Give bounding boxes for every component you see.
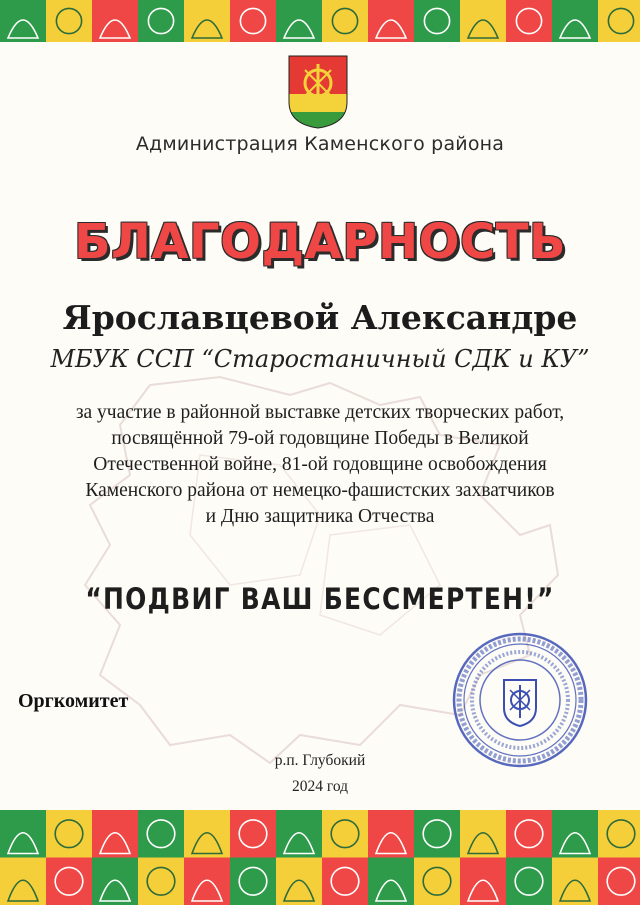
border-tile xyxy=(414,0,460,42)
border-tile xyxy=(46,858,92,905)
reason-line: Отечественной войне, 81-ой годовщине освобождения xyxy=(93,454,547,475)
border-tile xyxy=(138,858,184,905)
reason-line: Каменского района от немецко-фашистских захватчиков xyxy=(85,480,555,501)
border-tile xyxy=(460,0,506,42)
border-tile xyxy=(322,0,368,42)
border-tile xyxy=(46,810,92,858)
border-tile xyxy=(276,0,322,42)
slogan: “ПОДВИГ ВАШ БЕССМЕРТЕН!” xyxy=(85,582,555,616)
border-tile xyxy=(46,0,92,42)
border-tile xyxy=(552,810,598,858)
reason-line: и Дню защитника Отчества xyxy=(205,506,435,527)
stamp-icon xyxy=(450,630,590,770)
year: 2024 год xyxy=(291,778,349,795)
recipient-organization: МБУК ССП “Староcтаничный СДК и КУ” xyxy=(50,345,590,373)
border-tile xyxy=(552,0,598,42)
border-tile xyxy=(230,858,276,905)
border-tile xyxy=(368,0,414,42)
border-tile xyxy=(506,810,552,858)
reason-line: за участие в районной выставке детских творческих работ, xyxy=(75,402,565,423)
border-tile xyxy=(322,858,368,905)
border-tile xyxy=(598,810,640,858)
border-tile xyxy=(276,858,322,905)
reason-line: посвящённой 79-ой годовщине Победы в Великой xyxy=(111,428,529,449)
border-tile xyxy=(414,810,460,858)
border-tile xyxy=(368,810,414,858)
border-tile xyxy=(92,858,138,905)
border-tile xyxy=(92,810,138,858)
border-tile xyxy=(184,0,230,42)
border-tile xyxy=(138,810,184,858)
certificate-title: БЛАГОДАРНОСТЬ xyxy=(73,214,567,270)
border-tile xyxy=(184,858,230,905)
border-tile xyxy=(460,858,506,905)
border-tile xyxy=(138,0,184,42)
border-tile xyxy=(0,0,46,42)
border-tile xyxy=(460,810,506,858)
signature-label: Оргкомитет xyxy=(18,690,129,712)
border-tile xyxy=(552,858,598,905)
border-tile xyxy=(230,810,276,858)
border-tile xyxy=(368,858,414,905)
border-tile xyxy=(92,0,138,42)
border-tile xyxy=(230,0,276,42)
border-tile xyxy=(506,858,552,905)
reason-text xyxy=(40,400,600,530)
border-tile xyxy=(506,0,552,42)
border-tile xyxy=(598,858,640,905)
top-decorative-border xyxy=(0,0,640,42)
border-tile xyxy=(0,858,46,905)
border-tile xyxy=(0,810,46,858)
border-tile xyxy=(414,858,460,905)
place: р.п. Глубокий xyxy=(274,752,366,769)
border-tile xyxy=(322,810,368,858)
recipient-name: Ярославцевой Александре xyxy=(62,298,578,337)
administration-title: Администрация Каменского района xyxy=(135,133,505,155)
coat-of-arms-icon xyxy=(287,54,349,130)
bottom-decorative-border xyxy=(0,810,640,905)
border-tile xyxy=(276,810,322,858)
border-tile xyxy=(184,810,230,858)
